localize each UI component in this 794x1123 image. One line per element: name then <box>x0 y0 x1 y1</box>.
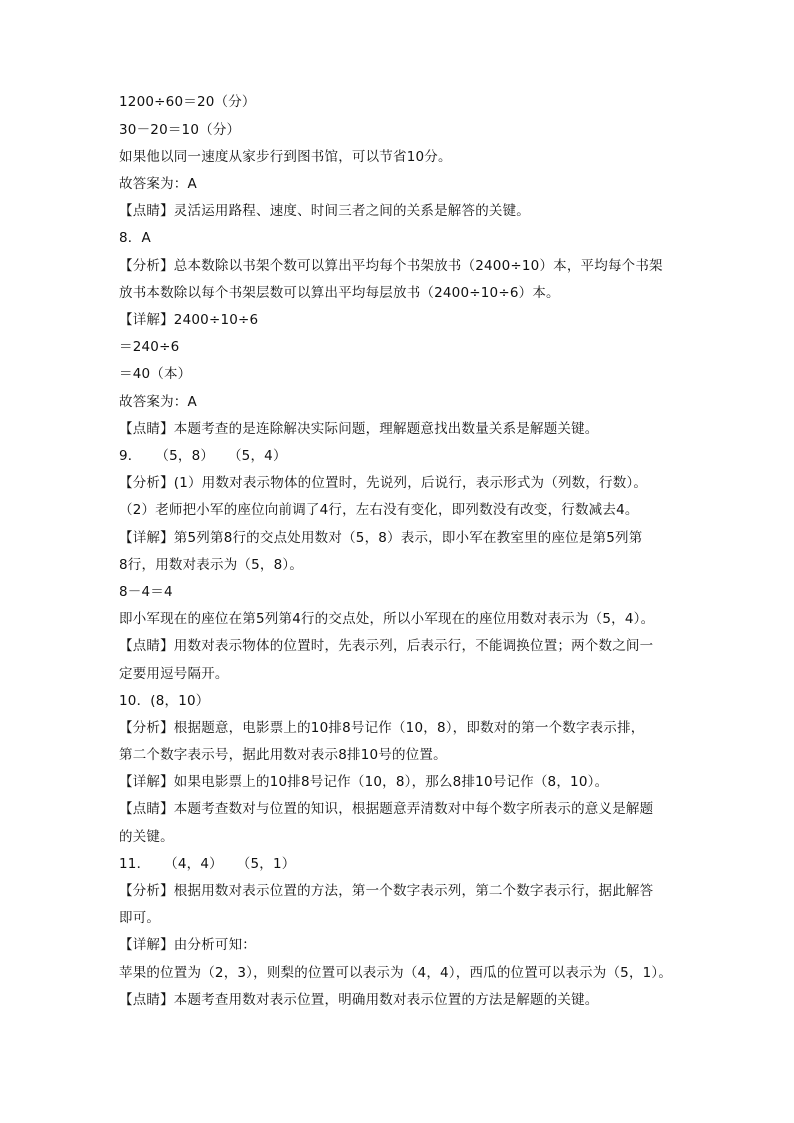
question-number: 10．(8，10） <box>119 693 210 709</box>
text-line: 故答案为：A <box>119 394 197 410</box>
text-line: ＝240÷6 <box>119 339 180 355</box>
text-line: 即小军现在的座位在第5列第4行的交点处，所以小军现在的座位用数对表示为（5，4）。 <box>119 611 655 627</box>
text-line: 8－4＝4 <box>119 584 173 600</box>
text-line: 【分析】(1）用数对表示物体的位置时，先说列，后说行，表示形式为（列数，行数）。 <box>119 475 648 491</box>
text-line: 【详解】如果电影票上的10排8号记作（10，8），那么8排10号记作（8，10）。 <box>119 774 609 790</box>
text-line: 30－20＝10（分） <box>119 122 241 138</box>
text-line: 【点睛】用数对表示物体的位置时，先表示列，后表示行，不能调换位置；两个数之间一 <box>119 638 654 654</box>
text-line: 苹果的位置为（2，3），则梨的位置可以表示为（4，4），西瓜的位置可以表示为（5，1）。 <box>119 965 673 981</box>
question-number: 8．A <box>119 230 151 246</box>
text-line: （2）老师把小军的座位向前调了4行，左右没有变化，即列数没有改变，行数减去4。 <box>119 502 639 518</box>
text-line: 1200÷60＝20（分） <box>119 94 256 110</box>
text-line: 【分析】根据题意，电影票上的10排8号记作（10，8），即数对的第一个数字表示排， <box>119 720 645 736</box>
text-line: 【详解】第5列第8行的交点处用数对（5，8）表示，即小军在教室里的座位是第5列第 <box>119 530 643 546</box>
text-line: 放书本数除以每个书架层数可以算出平均每层放书（2400÷10÷6）本。 <box>119 285 560 301</box>
text-line: 【分析】根据用数对表示位置的方法，第一个数字表示列，第二个数字表示行，据此解答 <box>119 883 654 899</box>
text-line: 的关键。 <box>119 829 174 845</box>
text-line: 定要用逗号隔开。 <box>119 666 229 682</box>
text-line: 【点睛】灵活运用路程、速度、时间三者之间的关系是解答的关键。 <box>119 203 530 219</box>
text-line: 【点睛】本题考查数对与位置的知识，根据题意弄清数对中每个数字所表示的意义是解题 <box>119 801 654 817</box>
text-line: 【分析】总本数除以书架个数可以算出平均每个书架放书（2400÷10）本，平均每个书架 <box>119 258 663 274</box>
text-line: 如果他以同一速度从家步行到图书馆，可以节省10分。 <box>119 149 452 165</box>
text-line: 第二个数字表示号，据此用数对表示8排10号的位置。 <box>119 747 447 763</box>
text-line: ＝40（本） <box>119 366 192 382</box>
text-line: 【详解】由分析可知： <box>119 937 256 953</box>
text-line: 【点睛】本题考查的是连除解决实际问题，理解题意找出数量关系是解题关键。 <box>119 421 599 437</box>
text-line: 【详解】2400÷10÷6 <box>119 312 259 328</box>
text-line: 8行，用数对表示为（5，8）。 <box>119 557 304 573</box>
question-number: 9． （5，8） （5，4） <box>119 448 287 464</box>
text-line: 【点睛】本题考查用数对表示位置，明确用数对表示位置的方法是解题的关键。 <box>119 992 599 1008</box>
question-number: 11． （4，4） （5，1） <box>119 856 296 872</box>
text-line: 即可。 <box>119 910 161 926</box>
text-line: 故答案为：A <box>119 176 197 192</box>
